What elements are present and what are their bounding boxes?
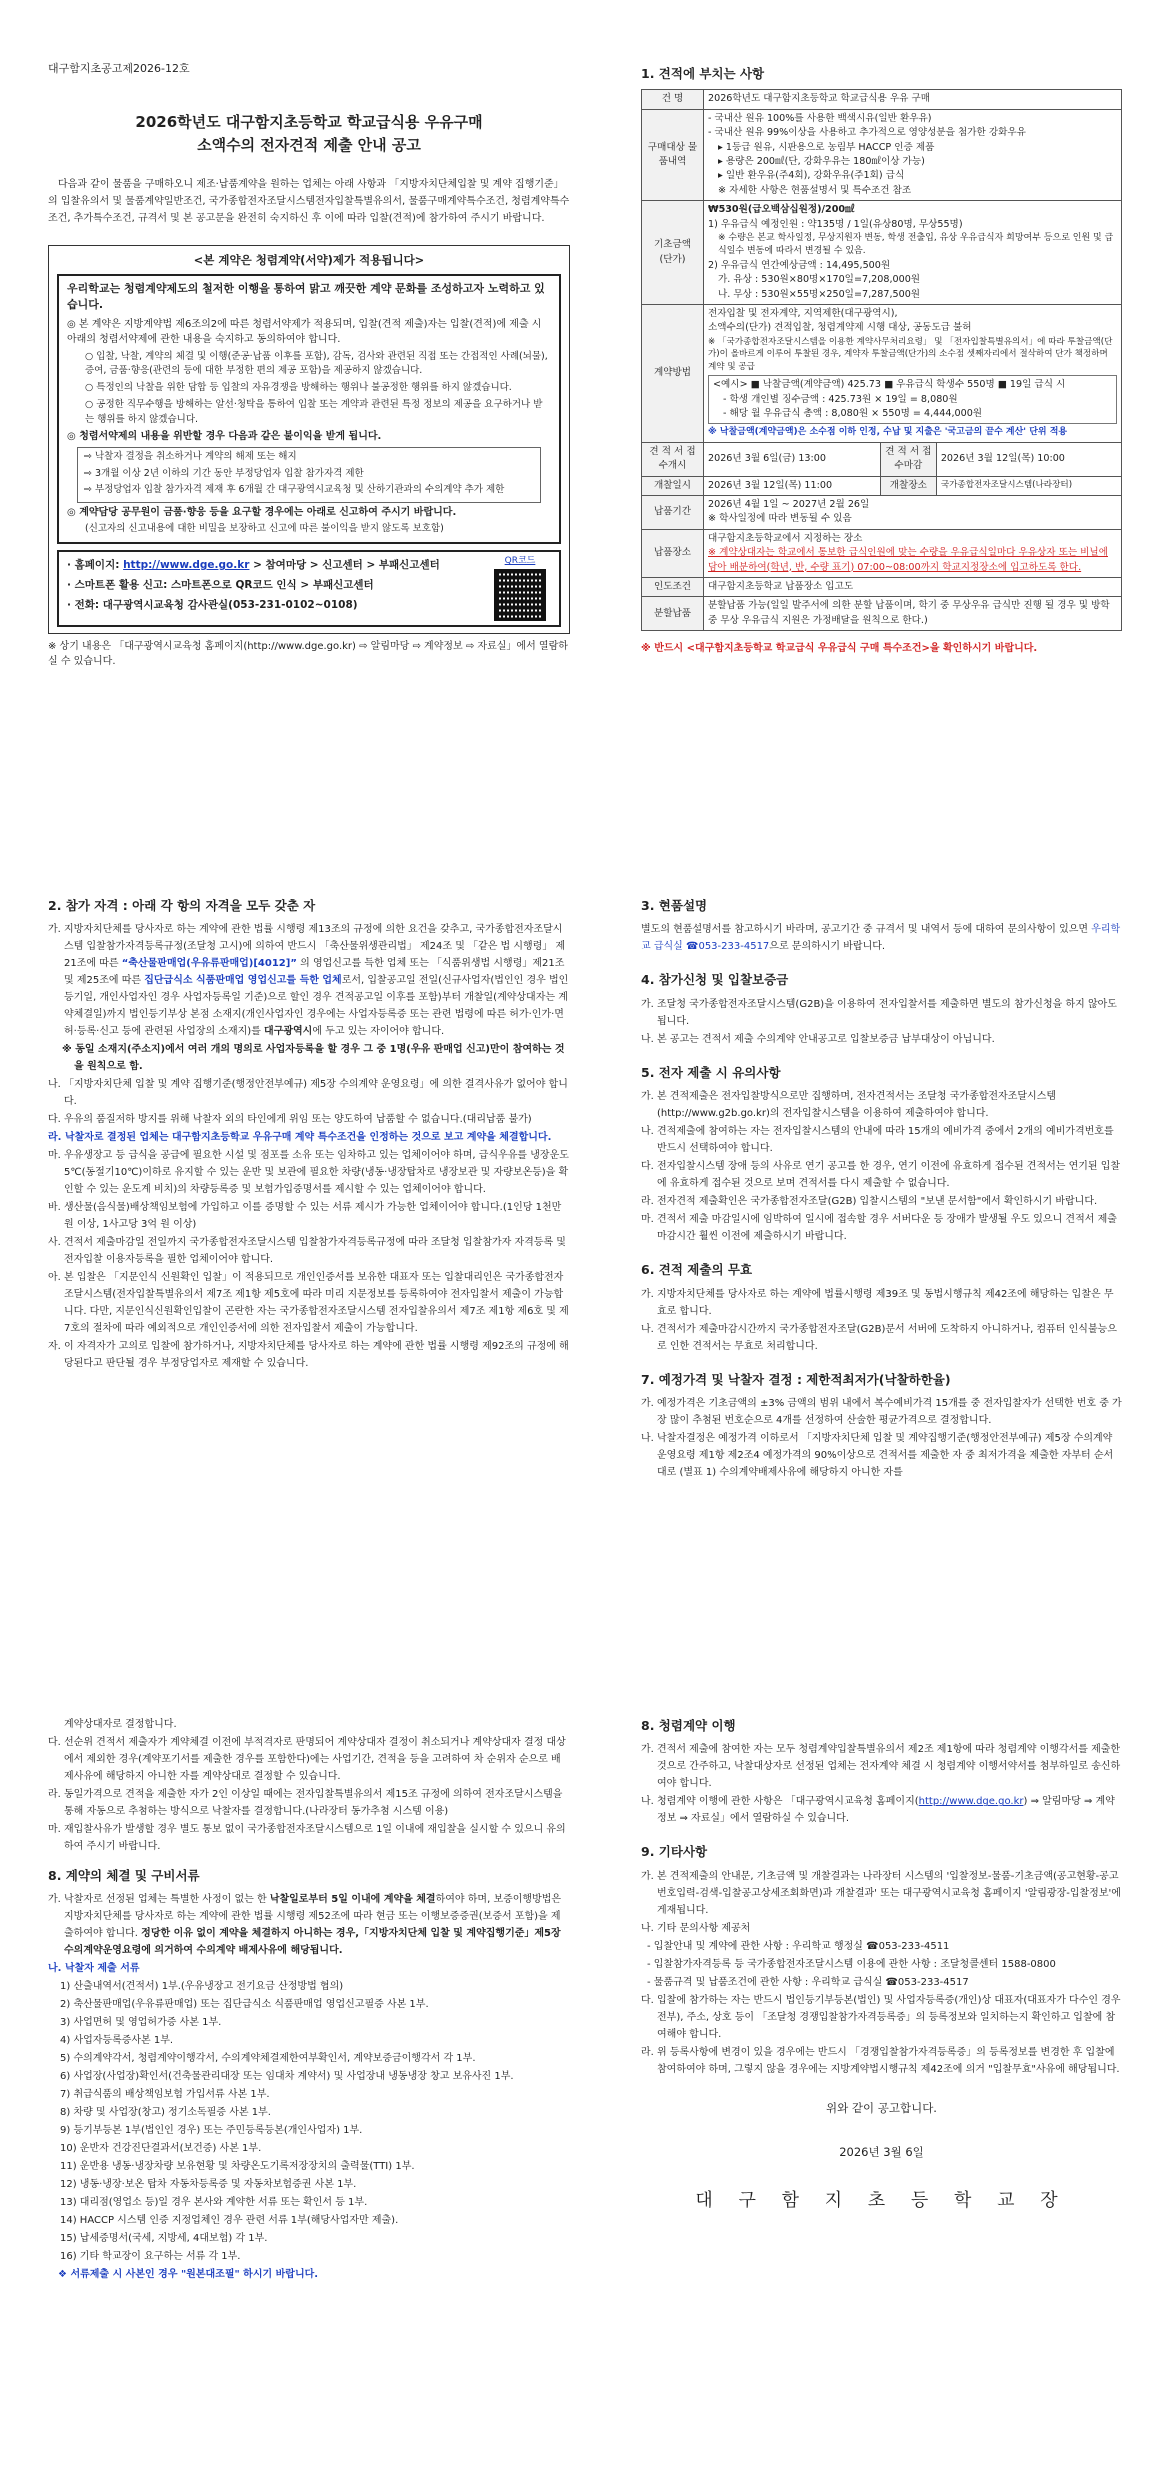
- document-item: 2) 축산물판매업(우유류판매업) 또는 집단급식소 식품판매업 영업신고필증 사본 1부.: [60, 1999, 429, 2011]
- item-line: ※ 자세한 사항은 현품설명서 및 특수조건 참조: [718, 184, 912, 196]
- qualification-da: 다. 우유의 품질저하 방지를 위해 낙찰자 외의 타인에게 위임 또는 양도하여 납품할 수 없습니다.(대리납품 불가): [48, 1114, 532, 1126]
- table-row: [642, 476, 1122, 495]
- period-line: 2026년 4월 1일 ~ 2027년 2월 26일: [708, 499, 870, 511]
- contract-text: 가. 낙찰자로 선정된 업체는 특별한 사정이 없는 한: [48, 1894, 270, 1906]
- integrity-item-2: ◎ 청렴서약제의 내용을 위반할 경우 다음과 같은 불이익을 받게 됩니다.: [67, 431, 382, 443]
- document-item: 7) 취급식품의 배상책임보험 가입서류 사본 1부.: [60, 2089, 270, 2101]
- item-line: ▸ 1등급 원유, 시판용으로 농림부 HACCP 인증 제품: [718, 141, 935, 153]
- homepage-path: > 참여마당 > 신고센터 > 부패신고센터: [253, 559, 440, 572]
- qual-highlight: “축산물판매업(우유류판매업)[4012]”: [121, 958, 297, 970]
- section-7-ra: 라. 동일가격으로 견적을 제출한 자가 2인 이상일 때에는 전자입찰특별유의서 제15조 규정에 의하여 전자조달시스템을 통해 자동으로 추첨하는 방식으로 낙찰자를 결정합니다.(나라장터 동가추첨 시스템 이용): [48, 1789, 563, 1817]
- report-homepage: [67, 556, 440, 576]
- method-line: ※ 「국가종합전자조달시스템을 이용한 계약사무처리요령」 및 「전자입찰특별유의서」에 따라 투찰금액(단가)이 올바르게 이루어 투찰된 경우, 계약자 투찰금액(단가)의 소수점 셋째자리에서 절삭하여 단가 책정하며 계약 및 공급: [708, 336, 1113, 372]
- page-1: [0, 0, 584, 826]
- section-6-heading: 6. 견적 제출의 무효: [641, 1262, 753, 1278]
- etc-da: 다. 입찰에 참가하는 자는 반드시 법인등기부등본(법인) 및 사업자등록증(개인)상 대표자(대표자가 다수인 경우 전부), 주소, 상호 등이 「조달청 경쟁입찰참가자격등록증」의 등록정보와 일치하는지 확인하고 입찰에 참여해야 합니다.: [641, 1994, 1121, 2040]
- row-value-items: [704, 109, 1122, 200]
- section-4-na: 나. 본 공고는 견적서 제출 수의계약 안내공고로 입찰보증금 납부대상이 아닙니다.: [641, 1033, 995, 1045]
- contact-line: - 입찰참가자격등록 등 국가종합전자조달시스템 이용에 관한 사항 : 조달청콜센터 1588-0800: [647, 1958, 1056, 1970]
- row-label-price: 기초금액 (단가): [642, 201, 704, 305]
- penalty-2: ⇨ 3개월 이상 2년 이하의 기간 동안 부정당업자 입찰 참가자격 제한: [84, 467, 364, 479]
- etc-ra: 라. 위 등록사항에 변경이 있을 경우에는 반드시 「경쟁입찰참가자격등록증」의 등록정보를 변경한 후 입찰에 참여하여야 하며, 그렇지 않을 경우에는 지방계약법시행규칙 제42조에 의거 "입찰무효"사유에 해당됩니다.: [641, 2046, 1120, 2075]
- section-8-na: 나. 낙찰자 제출 서류: [48, 1963, 140, 1975]
- method-line: - 학생 개인별 징수금액 : 425.73원 × 19일 = 8,080원: [723, 393, 958, 405]
- location-line: ※ 계약상대자는 학교에서 통보한 급식인원에 맞는 수량을 우유급식일마다 우유상자 또는 비닐에 담아 배분하여(학년, 반, 수량 표기) 07:00~08:00까지 학교지정장소에 입고하도록 한다.: [708, 547, 1108, 573]
- price-line: ₩530원(급오백삼십원정)/200㎖: [708, 204, 855, 216]
- page-2: [584, 0, 1168, 826]
- contact-line: - 물품규격 및 납품조건에 관한 사항 : 우리학교 급식실 ☎053-233-4517: [647, 1976, 969, 1988]
- section-4-ga: 가. 조달청 국가종합전자조달시스템(G2B)을 이용하여 전자입찰서를 제출하면 별도의 참가신청을 하지 않아도 됩니다.: [641, 998, 1117, 1027]
- table-row: [642, 442, 1122, 476]
- integrity-box-title: <본 계약은 청렴계약(서약)제가 적용됩니다>: [193, 253, 425, 268]
- etc-na: 나. 기타 문의사항 제공처: [641, 1922, 751, 1934]
- section-7-continued: 계약상대자로 결정합니다.: [64, 1719, 177, 1730]
- row-value-submit-close: 2026년 3월 12일(목) 10:00: [936, 442, 1121, 476]
- qr-label: QR코드: [504, 556, 536, 567]
- section-8-ga: [48, 1891, 570, 1959]
- homepage-link[interactable]: http://www.dge.go.kr: [123, 559, 250, 572]
- row-label-split: 분할납품: [642, 597, 704, 631]
- document-item: 4) 사업자등록증사본 1부.: [60, 2035, 174, 2047]
- section-5-na: 나. 견적제출에 참여하는 자는 전자입찰시스템의 안내에 따라 15개의 예비가격 중에서 2개의 예비가격번호를 반드시 선택하여야 합니다.: [641, 1126, 1114, 1155]
- document-item: 3) 사업면허 및 영업허가증 사본 1부.: [60, 2017, 222, 2029]
- penalty-3: ⇨ 부정당업자 입찰 참가자격 제재 후 6개월 간 대구광역시교육청 및 산하기관과의 수의계약 추가 제한: [84, 484, 505, 496]
- contact-line: - 입찰안내 및 계약에 관한 사항 : 우리학교 행정실 ☎053-233-4511: [647, 1940, 950, 1952]
- item-line: ▸ 용량은 200㎖(단, 강화우유는 180㎖이상 가능): [718, 155, 925, 167]
- price-line: ※ 수량은 본교 학사일정, 무상지원자 변동, 학생 전출입, 유상 우유급식자 희망여부 등으로 인원 및 급식일수 변동에 따라서 변경될 수 있음.: [718, 232, 1114, 257]
- document-item: 13) 대리점(영업소 등)일 경우 본사와 계약한 서류 또는 확인서 등 1부.: [60, 2197, 368, 2209]
- integrity-sub-1a: ○ 입찰, 낙찰, 계약의 체결 및 이행(준공·납품 이후를 포함), 감독, 검사와 관련된 직접 또는 간접적인 사례(뇌물), 증여, 금품·향응(관련의 등에 대한 부정한 편의 제공 포함)을 제공하지 않겠습니다.: [85, 350, 548, 377]
- row-value-split: 분할납품 가능(일일 발주서에 의한 분할 납품이며, 학기 중 무상우유 급식만 진행 될 경우 및 방학 중 무상 우유급식 지원은 가정배달을 원칙으로 한다.): [704, 597, 1122, 631]
- item-line: - 국내산 원유 99%이상을 사용하고 추가적으로 영양성분을 첨가한 강화우유: [708, 127, 1026, 139]
- dge-link[interactable]: http://www.dge.go.kr: [918, 1796, 1024, 1808]
- table-row: [642, 201, 1122, 305]
- page-title: [48, 111, 570, 156]
- section-9-heading: 9. 기타사항: [641, 1844, 708, 1860]
- price-line: 2) 우유급식 연간예상금액 : 14,495,500원: [708, 259, 891, 271]
- etc-ga: 가. 본 견적제출의 안내문, 기초금액 및 개찰결과는 나라장터 시스템의 '입찰정보-물품-기초금액(공고현황-공고번호입력-검색-입찰공고상세조회화면)과 개찰결과' 또는 대구광역시교육청 홈페이지 '알림광장-입찰정보'에 게재됩니다.: [641, 1870, 1121, 1916]
- row-value-name: 2026학년도 대구함지초등학교 학교급식용 우유 구매: [704, 90, 1122, 109]
- row-label-location: 납품장소: [642, 529, 704, 577]
- special-terms-note: ※ 반드시 <대구함지초등학교 학교급식 우유급식 구매 특수조건>을 확인하시기 바랍니다.: [641, 643, 1038, 655]
- sec3-contact: 우리학교 급식실 ☎053-233-4517: [641, 924, 1121, 953]
- notice-date: 2026년 3월 6일: [839, 2144, 924, 2159]
- page-3: [0, 826, 584, 1652]
- table-row: [642, 90, 1122, 109]
- section-6-ga: 가. 지방자치단체를 당사자로 하는 계약에 법률시행령 제39조 및 동법시행규칙 제42조에 해당하는 입찰은 무효로 합니다.: [641, 1288, 1114, 1317]
- row-label-submit-close: 견 적 서 접수마감: [880, 442, 936, 476]
- item-line: - 국내산 원유 100%를 사용한 백색시유(일반 환우유): [708, 112, 932, 124]
- row-value-delivery: 대구함지초등학교 납품장소 입고도: [704, 578, 1122, 597]
- intro-paragraph: 다음과 같이 물품을 구매하오니 제조·납품계약을 원하는 업체는 아래 사항과 「지방자치단체입찰 및 계약 집행기준」의 입찰유의서 및 물품계약일반조건, 국가종합전자조달시스템전자입찰특별유의서, 물품구매계약특수조건, 청렴계약특수조건, 추가특수조건, 규격서 및 본 공고문을 완전히 숙지하신 후 이에 따라 입찰(견적)에 참가하여 주시기 바랍니다.: [48, 179, 570, 225]
- penalty-1: ⇨ 낙찰자 결정을 취소하거나 계약의 해제 또는 해지: [84, 450, 297, 462]
- section-5-heading: 5. 전자 제출 시 유의사항: [641, 1064, 781, 1080]
- row-label-period: 납품기간: [642, 496, 704, 530]
- document-item: 1) 산출내역서(견적서) 1부.(우유냉장고 전기요금 산정방법 협의): [60, 1981, 344, 1993]
- spec-table: [641, 89, 1122, 631]
- sec3-text: 별도의 현품설명서를 참고하시기 바라며, 공고기간 중 규격서 및 내역서 등에 대하여 문의사항이 있으면: [641, 924, 1092, 936]
- document-item: 16) 기타 학교장이 요구하는 서류 각 1부.: [60, 2251, 241, 2263]
- table-row: [642, 305, 1122, 443]
- row-value-price: [704, 201, 1122, 305]
- qualification-ma: 마. 우유생장고 등 급식을 공급에 필요한 시설 및 점포를 소유 또는 임차하고 있는 업체이어야 하며, 급식우유를 냉장운도 5℃(동절기10℃)이하로 유지할 수 있는 운반 및 보관에 필요한 차량(냉동·냉장탑차로 냉장보관 및 자량보온등)을 확인할 수 있는 운도계 비치)의 차량등록증 및 보험가입증명서를 제시할 수 있는 업체이어야 합니다.: [48, 1150, 569, 1196]
- section-8-heading: 8. 계약의 체결 및 구비서류: [48, 1868, 200, 1883]
- integrity-notice-box: [48, 245, 570, 634]
- qualification-ja: 자. 이 자격자가 고의로 입찰에 참가하거나, 지방자치단체를 당사자로 하는 계약에 관한 법률 시행령 제92조의 규정에 해당된다고 판단될 경우 부정당업자로 제재할 수 있습니다.: [48, 1341, 569, 1370]
- document-item: 11) 운반용 냉동·냉장차량 보유현황 및 차량온도기록저장장치의 출력물(TTI) 1부.: [60, 2161, 415, 2173]
- report-phone: · 전화: 대구광역시교육청 감사관실(053-231-0102~0108): [67, 599, 358, 612]
- document-item: 5) 수의계약각서, 청렴계약이행각서, 수의계약체결제한여부확인서, 계약보증금이행각서 각 1부.: [60, 2053, 476, 2065]
- table-row: [642, 109, 1122, 200]
- section-7-heading: 7. 예정가격 및 낙찰자 결정 : 제한적최저가(낙찰하한율): [641, 1371, 951, 1387]
- integrity-headline: 우리학교는 청렴계약제도의 철저한 이행을 통하여 맑고 깨끗한 계약 문화를 조성하고자 노력하고 있습니다.: [67, 281, 545, 311]
- price-line: 나. 무상 : 530원×55명×250일=7,287,500원: [718, 288, 921, 300]
- row-value-location: [704, 529, 1122, 577]
- contract-warning: 정당한 이유 없이 계약을 체결하지 아니하는 경우,「지방자치단체 입찰 및 계약집행기준」제5장 수의계약운영요령에 의거하여 수의계약 배제사유에 해당됩니다.: [64, 1928, 561, 1957]
- qualification-ra: 라. 낙찰자로 결정된 업체는 대구함지초등학교 우유구매 계약 특수조건을 인정하는 것으로 보고 계약을 체결합니다.: [48, 1132, 552, 1144]
- location-line: 대구함지초등학교에서 지정하는 장소: [708, 532, 863, 544]
- closing-statement: 위와 같이 공고합니다.: [826, 2100, 937, 2115]
- row-value-period: [704, 496, 1122, 530]
- section-4-heading: 4. 참가신청 및 입찰보증금: [641, 972, 789, 988]
- qual-text: 가. 지방자치단체를 당사자로 하는 계약에 관한 법률 시행령 제13조의 규정에 의한 요건을 갖추고, 국가종합전자조달시스템 입찰참가자격등록규정(조달청 고시)에 의하여 반드시 「축산물위생관리법」 제24조 및 「같은 법 시행령」 제21조에 따른: [48, 924, 566, 970]
- qual-text: 의 영업신고를 득한 업체 또는 「식품위생법 시행령」제21조 및 제25조에 따른: [64, 958, 565, 987]
- item-line: ▸ 일반 환우유(주4회), 강화우유(주1회) 급식: [718, 170, 905, 182]
- contract-deadline: 낙찰일로부터 5일 이내에 계약을 체결: [269, 1894, 436, 1906]
- contract-text: 하여야 하며, 보증이행방법은 지방자치단체를 당사자로 하는 계약에 관한 법률 시행령 제52조에 따라 현금 또는 이행보증증권(보증서 포함)을 제출하여야 합니다.: [64, 1894, 562, 1940]
- integrity-inner-box: [57, 274, 561, 544]
- section-5-ma: 마. 견적서 제출 마감일시에 임박하여 일시에 접속할 경우 서버다운 등 장애가 발생될 우도 있으니 견적서 제출 마감시간 훨씬 이전에 제출하시기 바랍니다.: [641, 1214, 1117, 1243]
- section-5-ga: 가. 본 견적제출은 전자입찰방식으로만 집행하며, 전자견적서는 조달청 국가종합전자조달시스템(http://www.g2b.go.kr)의 전자입찰시스템을 이용하여 제출하여야 합니다.: [641, 1091, 1057, 1120]
- section-7-da: 다. 선순위 견적서 제출자가 계약체결 이전에 부적격자로 판명되어 계약상대자 결정이 취소되거나 계약상대자 결정 대상에서 제외한 경우(계약포기서를 제출한 경우를 포함한다)에는 사업기간, 견적을 등을 고려하여 차 순위자 순으로 배제사유에 해당하지 아니한 자를 계약상대로 결정할 수 있습니다.: [48, 1737, 566, 1782]
- document-item: 9) 등기부등본 1부(법인인 경우) 또는 주민등록등본(개인사업자) 1부.: [60, 2125, 363, 2137]
- notice-number: 대구함지초공고제2026-12호: [48, 62, 190, 75]
- integrity-sub-3a: (신고자의 신고내용에 대한 비밀을 보장하고 신고에 따른 불이익을 받지 않도록 보호함): [85, 523, 444, 535]
- page-4: [584, 826, 1168, 1652]
- integrity-sub-1b: ○ 특정인의 낙찰을 위한 담합 등 입찰의 자유경쟁을 방해하는 행위나 불공정한 행위를 하지 않겠습니다.: [85, 382, 512, 394]
- integrity-item-3: ◎ 계약담당 공무원이 금품·향응 등을 요구할 경우에는 아래로 신고하여 주시기 바랍니다.: [67, 506, 457, 518]
- integrity-text: 나. 청렴계약 이행에 관한 사항은 「대구광역시교육청 홈페이지(: [641, 1796, 919, 1808]
- qual-region: 대구광역시: [264, 1026, 313, 1038]
- qualification-na: 나. 「지방자치단체 입찰 및 계약 집행기준(행정안전부예규) 제5장 수의계약 운영요령」에 의한 결격사유가 없어야 합니다.: [48, 1079, 568, 1108]
- row-label-open-place: 개찰장소: [880, 476, 936, 495]
- signer-name: 대 구 함 지 초 등 학 교 장: [695, 2190, 1068, 2212]
- method-example-box: [708, 375, 1117, 424]
- table-row: [642, 578, 1122, 597]
- period-line: ※ 학사일정에 따라 변동될 수 있음: [708, 513, 852, 525]
- qualification-note: ※ 동일 소재지(주소지)에서 여러 개의 명의로 사업자등록을 할 경우 그 중 1명(우유 판매업 신고)만이 참여하는 것을 원칙으로 함.: [62, 1044, 565, 1073]
- section-1-heading: 1. 견적에 부치는 사항: [641, 66, 765, 81]
- integrity-na: [641, 1793, 1122, 1827]
- required-documents-list: [48, 1978, 570, 2265]
- method-line: - 해당 월 우유급식 총액 : 8,080원 × 550명 = 4,444,000원: [723, 407, 983, 419]
- table-row: [642, 597, 1122, 631]
- page-6: [584, 1652, 1168, 2478]
- row-label-delivery: 인도조건: [642, 578, 704, 597]
- qual-text: 로서, 입찰공고일 전일(신규사업자(법인인 경우 법인 등기일, 개인사업자인 경우 사업자등록일 기준)으로 할인 경우 견적공고일 이후를 포함)부터 개찰일(계약상대자는 계약체결일)까지 법인등기부상 본점 소재지(개인사업자인 경우에는 사업자등록증 또는 관련 법령에 따른 허가·인가·면허·등록·신고 등에 관련된 사업장의 소재지)를: [64, 975, 569, 1038]
- homepage-label: · 홈페이지:: [67, 559, 120, 572]
- section-3-text: [641, 921, 1122, 955]
- table-row: [642, 496, 1122, 530]
- method-line: <예시> ■ 낙찰금액(계약금액) 425.73 ■ 우유급식 학생수 550명 ■ 19일 급식 시: [713, 379, 1066, 391]
- integrity-item-1: ◎ 본 계약은 지방계약법 제6조의2에 따른 청렴서약제가 적용되며, 입찰(견적 제출)자는 입찰(견적)에 제출 시 아래의 청렴서약제에 관한 내용을 숙지하고 동의하여야 합니다.: [67, 318, 542, 346]
- document-item: 15) 납세증명서(국세, 지방세, 4대보험) 각 1부.: [60, 2233, 268, 2245]
- price-line: 1) 우유급식 예정인원 : 약135명 / 1일(유상80명, 무상55명): [708, 218, 963, 230]
- method-line: ※ 낙찰금액(계약금액)은 소수점 이하 인정, 수납 및 지출은 '국고금의 끝수 계산' 단위 적용: [708, 427, 1068, 438]
- section-3-heading: 3. 현품설명: [641, 898, 708, 913]
- section-5-ra: 라. 전자견적 제출확인은 국가종합전자조달(G2B) 입찰시스템의 "보낸 문서함"에서 확인하시기 바랍니다.: [641, 1196, 1098, 1208]
- qualification-sa: 사. 견적서 제출마감일 전일까지 국가종합전자조달시스템 입찰참가자격등록규정에 따라 조달청 입찰참가자 자격등록 및 전자입찰 이용자등록을 필한 업체이어야 합니다.: [48, 1237, 566, 1266]
- row-label-open: 개찰일시: [642, 476, 704, 495]
- section-7-ma: 마. 재입찰사유가 발생할 경우 별도 통보 없이 국가종합전자조달시스템으로 1일 이내에 재입찰을 실시할 수 있으니 유의하여 주시기 바랍니다.: [48, 1824, 566, 1852]
- sec3-text-end: 으로 문의하시기 바랍니다.: [769, 941, 886, 953]
- title-line-1: 2026학년도 대구함지초등학교 학교급식용 우유구매: [135, 113, 483, 132]
- document-item: 8) 차량 및 사업장(창고) 정기소독필증 사본 1부.: [60, 2107, 271, 2119]
- row-value-submit-start: 2026년 3월 6일(금) 13:00: [704, 442, 881, 476]
- qual-text: 에 두고 있는 자이어야 합니다.: [312, 1026, 445, 1038]
- integrity-text: ) ⇒ 알림마당 ⇒ 계약정보 ⇒ 자료실」에서 열람하실 수 있습니다.: [657, 1796, 1115, 1825]
- qr-block: [489, 556, 551, 621]
- document-item: 12) 냉동·냉장·보온 탑차 자동차등록증 및 자동차보험증권 사본 1부.: [60, 2179, 357, 2191]
- section-7-na: 나. 낙찰자결정은 예정가격 이하로서 「지방자치단체 입찰 및 계약집행기준(행정안전부예규) 제5장 수의계약 운영요령 제1항 제2조4 예정가격의 90%이상으로 견적서를 제출한 자 중 최저가격을 제출한 자부터 순서대로 (별표 1) 수의계약배제사유에 해당하지 아니한 자를: [641, 1432, 1114, 1478]
- method-line: 전자입찰 및 전자계약, 지역제한(대구광역시),: [708, 308, 898, 320]
- documents-note: ❖ 서류제출 시 사본인 경우 "원본대조필" 하시기 바랍니다.: [58, 2269, 319, 2281]
- section-2-heading: 2. 참가 자격 : 아래 각 항의 자격을 모두 갖춘 자: [48, 898, 316, 913]
- integrity-ga: 가. 견적서 제출에 참여한 자는 모두 청렴계약입찰특별유의서 제2조 제1항에 따라 청렴계약 이행각서를 제출한 것으로 간주하고, 낙찰대상자로 선정된 업체는 전자계약 체결 시 청렴계약 이행서약서를 첨부하일로 송신하여야 합니다.: [641, 1744, 1121, 1790]
- table-row: [642, 529, 1122, 577]
- row-value-open: 2026년 3월 12일(목) 11:00: [704, 476, 881, 495]
- row-value-open-place: 국가종합전자조달시스템(나라장터): [936, 476, 1121, 495]
- qual-highlight: 집단급식소 식품판매업 영업신고를 득한 업체: [144, 975, 342, 987]
- section-7-ga: 가. 예정가격은 기초금액의 ±3% 금액의 범위 내에서 복수예비가격 15개를 중 전자입찰자가 선택한 번호 중 가장 많이 추첨된 번호순으로 4개를 선정하여 산술한 평균가격으로 결정합니다.: [641, 1397, 1122, 1426]
- row-label-items: 구매대상 물품내역: [642, 109, 704, 200]
- qualification-ba: 바. 생산물(음식물)배상책임보험에 가입하고 이를 증명할 수 있는 서류 제시가 가능한 업체이어야 합니다.(1인당 1천만 원 이상, 1사고당 3억 원 이상): [48, 1202, 562, 1231]
- integrity-sub-1c: ○ 공정한 직무수행을 방해하는 알선·청탁을 통하여 입찰 또는 계약과 관련된 특정 정보의 제공을 요구하거나 받는 행위를 하지 않겠습니다.: [85, 398, 543, 425]
- document-item: 10) 운반자 건강진단결과서(보건증) 사본 1부.: [60, 2143, 262, 2155]
- row-label-method: 계약방법: [642, 305, 704, 443]
- footnote: ※ 상기 내용은 「대구광역시교육청 홈페이지(http://www.dge.go.kr) ⇨ 알림마당 ⇨ 계약정보 ⇨ 자료실」에서 열람하실 수 있습니다.: [48, 641, 568, 667]
- document-item: 6) 사업장(사업장)확인서(건축물관리대장 또는 임대차 계약서) 및 사업장내 냉동냉장 창고 보유사진 1부.: [60, 2071, 514, 2083]
- qualification-aa: 아. 본 입찰은 「지문인식 신원확인 입찰」이 적용되므로 개인인증서를 보유한 대표자 또는 입찰대리인은 국가종합전자조달시스템(전자입찰특별유의서 제7조 제1항 제5호에 따라 미리 지문정보를 등록하여야 전자입찰서 제출이 가능합니다. 다만, 지문인식신원확인입찰이 곤란한 자는 국가종합전자조달시스템 전자입찰유의서 제7조 제1항 제6호 및 제7호의 절차에 따라 예외적으로 개인인증서에 의한 전자입찰서 제출이 가능합니다.: [48, 1272, 569, 1335]
- row-label-submit-start: 견 적 서 접수개시: [642, 442, 704, 476]
- report-smartphone: · 스마트폰 활용 신고: 스마트폰으로 QR코드 인식 > 부패신고센터: [67, 579, 374, 592]
- document-item: 14) HACCP 시스템 인증 지정업체인 경우 관련 서류 1부(해당사업자만 제출).: [60, 2215, 399, 2227]
- qualification-ga: [48, 921, 570, 1040]
- section-5-da: 다. 전자입찰시스템 장애 등의 사유로 연기 공고를 한 경우, 연기 이전에 유효하게 접수된 견적서는 연기된 입찰에 유효하게 접수된 것으로 보며 견적서를 다시 제출할 수 없습니다.: [641, 1161, 1121, 1190]
- section-8b-heading: 8. 청렴계약 이행: [641, 1718, 736, 1733]
- method-line: 소액수의(단가) 견적입찰, 청렴계약제 시행 대상, 공동도급 불허: [708, 322, 972, 334]
- report-contact-box: [57, 550, 561, 627]
- qr-code-icon: [494, 569, 546, 621]
- title-line-2: 소액수의 전자견적 제출 안내 공고: [197, 135, 421, 154]
- section-6-na: 나. 견적서가 제출마감시간까지 국가종합전자조달(G2B)문서 서버에 도착하지 아니하거나, 컴퓨터 인식불능으로 인한 견적서는 무효로 처리합니다.: [641, 1323, 1117, 1352]
- page-5: [0, 1652, 584, 2478]
- price-line: 가. 유상 : 530원×80명×170일=7,208,000원: [718, 274, 921, 286]
- row-value-method: [704, 305, 1122, 443]
- row-label-name: 건 명: [642, 90, 704, 109]
